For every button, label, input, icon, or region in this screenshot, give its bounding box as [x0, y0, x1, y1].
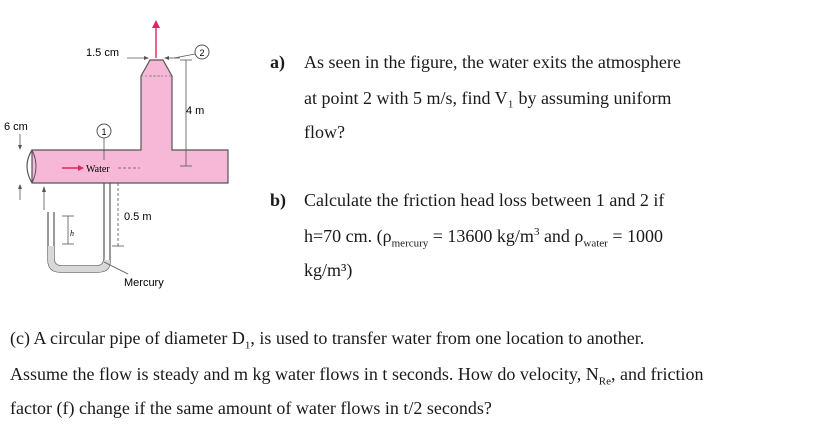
question-b-line1: Calculate the friction head loss between 1 and 2 if	[304, 190, 665, 210]
label-diameter-left: 6 cm	[4, 121, 28, 133]
point-2-label: 2	[199, 48, 205, 58]
question-a-line3: flow?	[304, 122, 345, 142]
question-a-label: a)	[270, 52, 285, 72]
pipe-body	[32, 60, 228, 183]
question-a-line1: As seen in the figure, the water exits the atmosphere	[304, 52, 681, 72]
label-h: h	[70, 229, 74, 238]
question-c-line2: Assume the flow is steady and m kg water flows in t seconds. How do velocity, $N_{Re}$, and friction	[10, 364, 704, 388]
label-water: Water	[86, 164, 110, 175]
question-b-label: b)	[270, 190, 287, 210]
question-a	[270, 52, 810, 152]
question-c	[10, 328, 810, 438]
label-height-4m: 4 m	[186, 105, 205, 117]
pipe-manometer-figure	[0, 0, 265, 300]
question-b-line3: kg/m³)	[304, 260, 353, 280]
question-b-line2: h=70 cm. ($\rho_{mercury} = 13600$ $kg/m^3$ and $\rho_{water} = 1000$	[304, 226, 664, 250]
manometer-u-tube	[54, 183, 104, 266]
question-c-line3: factor (f) change if the same amount of water flows in t/2 seconds?	[10, 398, 492, 418]
label-diameter-top: 1.5 cm	[86, 47, 120, 59]
question-c-line1: (c) A circular pipe of diameter $D_1$, is used to transfer water from one location to another.	[10, 328, 645, 352]
question-b	[270, 190, 810, 290]
label-mercury: Mercury	[124, 277, 164, 289]
point-1-label: 1	[101, 127, 107, 137]
question-a-line2: at point 2 with 5 m/s, find V₁ by assuming uniform	[304, 88, 672, 108]
label-depth-05m: 0.5 m	[124, 211, 152, 223]
